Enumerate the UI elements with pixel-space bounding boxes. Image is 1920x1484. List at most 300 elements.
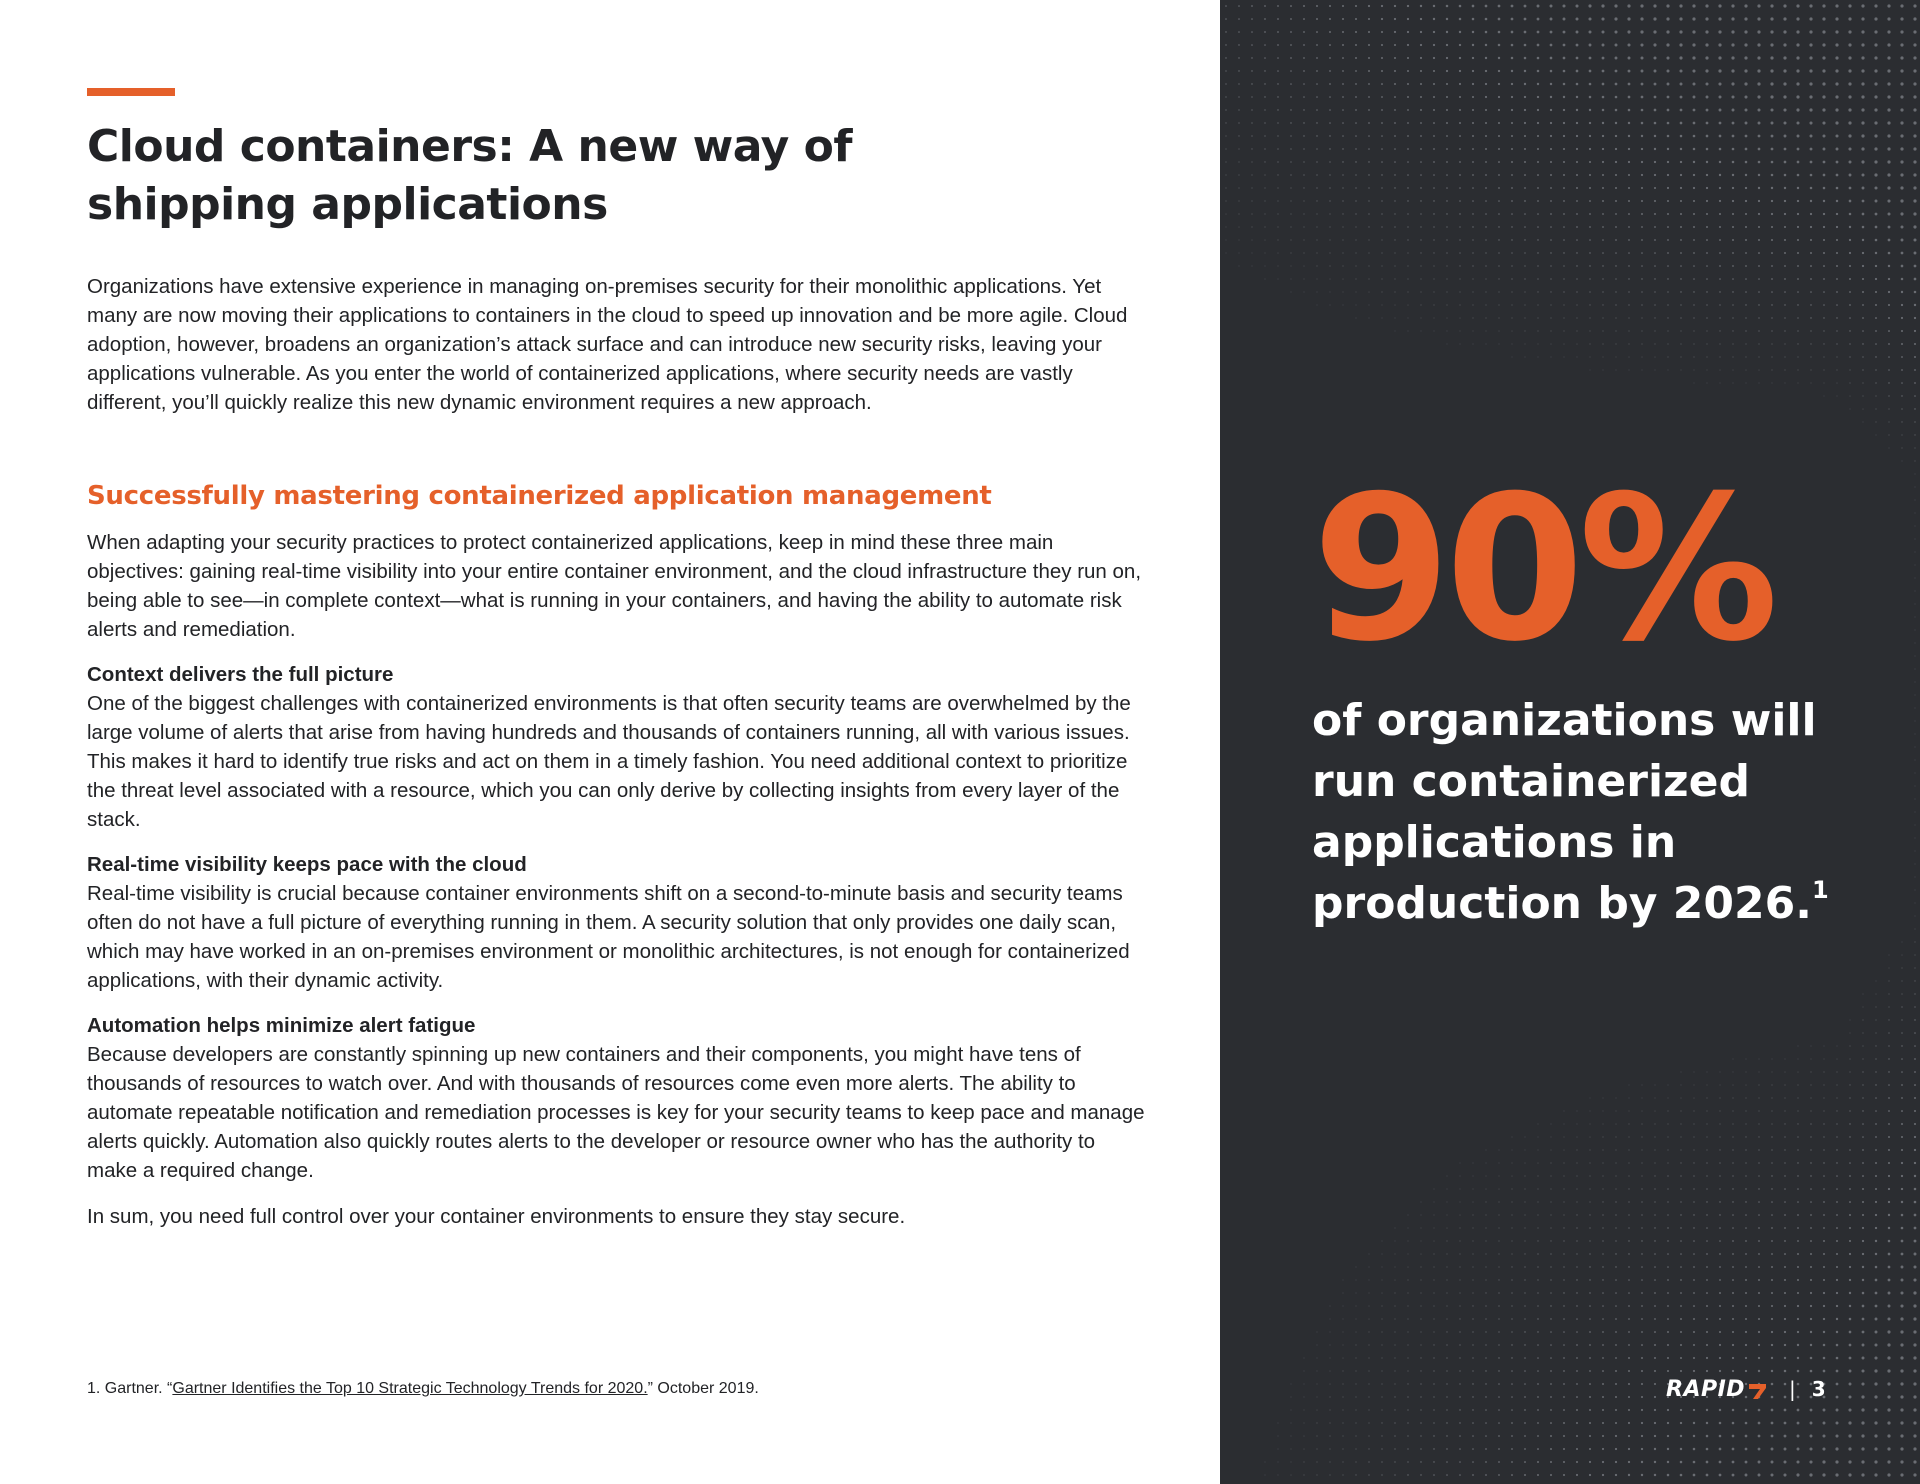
pattern-dot bbox=[1915, 942, 1916, 943]
pattern-dot bbox=[1537, 44, 1540, 47]
pattern-dot bbox=[1472, 1409, 1473, 1410]
pattern-dot bbox=[1771, 1292, 1773, 1294]
pattern-dot bbox=[1265, 1475, 1266, 1476]
pattern-dot bbox=[1875, 1136, 1877, 1138]
pattern-dot bbox=[1355, 31, 1357, 33]
pattern-dot bbox=[1887, 160, 1890, 163]
pattern-dot bbox=[1835, 1447, 1838, 1450]
pattern-dot bbox=[1901, 1188, 1903, 1190]
pattern-dot bbox=[1330, 1306, 1331, 1307]
pattern-dot bbox=[1901, 252, 1904, 255]
pattern-dot bbox=[1862, 1188, 1864, 1190]
pattern-dot bbox=[1887, 17, 1890, 20]
pattern-dot bbox=[1550, 1344, 1552, 1346]
pattern-dot bbox=[1784, 265, 1786, 267]
pattern-dot bbox=[1537, 70, 1540, 73]
pattern-dot bbox=[1264, 44, 1266, 46]
pattern-dot bbox=[1680, 109, 1683, 112]
pattern-dot bbox=[1433, 18, 1435, 20]
pattern-dot bbox=[1511, 57, 1514, 60]
pattern-dot bbox=[1641, 1331, 1643, 1333]
pattern-dot bbox=[1744, 17, 1747, 20]
pattern-dot bbox=[1810, 174, 1813, 177]
pattern-dot bbox=[1316, 109, 1318, 111]
footnote-source-link[interactable]: Gartner Identifies the Top 10 Strategic Technology Trends for 2020. bbox=[172, 1380, 648, 1397]
pattern-dot bbox=[1731, 82, 1734, 85]
pattern-dot bbox=[1848, 1421, 1851, 1424]
pattern-dot bbox=[1628, 1201, 1629, 1202]
pattern-dot bbox=[1745, 317, 1746, 318]
pattern-dot bbox=[1913, 1408, 1916, 1411]
pattern-dot bbox=[1343, 1371, 1344, 1372]
pattern-dot bbox=[1355, 135, 1357, 137]
pattern-dot bbox=[1863, 409, 1864, 410]
pattern-dot bbox=[1784, 1253, 1786, 1255]
pattern-dot bbox=[1641, 1474, 1643, 1476]
pattern-dot bbox=[1836, 1344, 1839, 1347]
pattern-dot bbox=[1783, 95, 1786, 98]
pattern-dot bbox=[1381, 1383, 1382, 1384]
pattern-dot bbox=[1382, 279, 1383, 280]
pattern-dot bbox=[1511, 265, 1512, 266]
pattern-dot bbox=[1745, 239, 1747, 241]
pattern-dot bbox=[1758, 1123, 1759, 1124]
pattern-dot bbox=[1264, 135, 1265, 136]
pattern-dot bbox=[1511, 1383, 1513, 1385]
pattern-dot bbox=[1667, 96, 1670, 99]
pattern-dot bbox=[1876, 1007, 1877, 1008]
pattern-dot bbox=[1680, 1305, 1682, 1307]
pattern-dot bbox=[1718, 30, 1721, 33]
pattern-dot bbox=[1616, 357, 1617, 358]
pattern-dot bbox=[1316, 174, 1317, 175]
pattern-dot bbox=[1849, 304, 1851, 306]
pattern-dot bbox=[1265, 240, 1266, 241]
pattern-dot bbox=[1706, 1175, 1707, 1176]
pattern-dot bbox=[1667, 1422, 1669, 1424]
pattern-dot bbox=[1316, 226, 1317, 227]
pattern-dot bbox=[1811, 1046, 1812, 1047]
pattern-dot bbox=[1524, 1461, 1526, 1463]
pattern-dot bbox=[1822, 1473, 1825, 1476]
pattern-dot bbox=[1394, 57, 1396, 59]
pattern-dot bbox=[1914, 1162, 1916, 1164]
pattern-dot bbox=[1615, 1240, 1616, 1241]
pattern-dot bbox=[1421, 1267, 1422, 1268]
pattern-dot bbox=[1901, 993, 1902, 994]
pattern-dot bbox=[1576, 1305, 1577, 1306]
pattern-dot bbox=[1343, 1436, 1344, 1437]
pattern-dot bbox=[1420, 70, 1422, 72]
pattern-dot bbox=[1836, 1305, 1838, 1307]
pattern-dot bbox=[1849, 291, 1851, 293]
pattern-dot bbox=[1694, 383, 1695, 384]
pattern-dot bbox=[1849, 1292, 1851, 1294]
pattern-dot bbox=[1602, 213, 1604, 215]
pattern-dot bbox=[1460, 1228, 1461, 1229]
pattern-dot bbox=[1486, 1150, 1487, 1151]
pattern-dot bbox=[1498, 96, 1500, 98]
pattern-dot bbox=[1654, 1188, 1655, 1189]
pattern-dot bbox=[1706, 109, 1709, 112]
pattern-dot bbox=[1601, 17, 1604, 20]
pattern-dot bbox=[1473, 1254, 1474, 1255]
pattern-dot bbox=[1887, 1421, 1890, 1424]
pattern-dot bbox=[1317, 1475, 1318, 1476]
pattern-dot bbox=[1576, 1396, 1578, 1398]
pattern-dot bbox=[1745, 252, 1747, 254]
pattern-dot bbox=[1446, 187, 1448, 189]
pattern-dot bbox=[1459, 1383, 1460, 1384]
pattern-dot bbox=[1329, 18, 1331, 20]
pattern-dot bbox=[1654, 1279, 1656, 1281]
pattern-dot bbox=[1784, 317, 1785, 318]
pattern-dot bbox=[1914, 1214, 1917, 1217]
pattern-dot bbox=[1433, 148, 1435, 150]
pattern-dot bbox=[1355, 70, 1357, 72]
pattern-dot bbox=[1576, 1409, 1578, 1411]
pattern-dot bbox=[1407, 1383, 1408, 1384]
pattern-dot bbox=[1900, 173, 1903, 176]
pattern-dot bbox=[1758, 1253, 1760, 1255]
pattern-dot bbox=[1225, 161, 1226, 162]
pattern-dot bbox=[1433, 226, 1434, 227]
pattern-dot bbox=[1719, 1474, 1722, 1477]
pattern-dot bbox=[1238, 70, 1239, 71]
pattern-dot bbox=[1486, 1228, 1487, 1229]
pattern-dot bbox=[1524, 1409, 1526, 1411]
pattern-dot bbox=[1394, 31, 1396, 33]
pattern-dot bbox=[1732, 1305, 1734, 1307]
pattern-dot bbox=[1433, 1370, 1434, 1371]
pattern-dot bbox=[1408, 279, 1409, 280]
pattern-dot bbox=[1693, 1149, 1694, 1150]
pattern-dot bbox=[1602, 239, 1604, 241]
pattern-dot bbox=[1641, 1383, 1643, 1385]
pattern-dot bbox=[1707, 1085, 1708, 1086]
pattern-dot bbox=[1810, 1240, 1812, 1242]
pattern-dot bbox=[1602, 1331, 1604, 1333]
pattern-dot bbox=[1473, 1241, 1474, 1242]
pattern-dot bbox=[1900, 1473, 1903, 1476]
pattern-dot bbox=[1511, 96, 1513, 98]
pattern-dot bbox=[1525, 331, 1526, 332]
pattern-dot bbox=[1628, 213, 1630, 215]
pattern-dot bbox=[1498, 1240, 1499, 1241]
pattern-dot bbox=[1861, 1382, 1864, 1385]
pattern-dot bbox=[1577, 344, 1578, 345]
pattern-dot bbox=[1381, 122, 1383, 124]
pattern-dot bbox=[1265, 214, 1266, 215]
pattern-dot bbox=[1861, 1460, 1864, 1463]
pattern-dot bbox=[1602, 1240, 1603, 1241]
pattern-dot bbox=[1693, 252, 1695, 254]
pattern-dot bbox=[1407, 265, 1408, 266]
pattern-dot bbox=[1849, 265, 1851, 267]
pattern-dot bbox=[1823, 1357, 1826, 1360]
pattern-dot bbox=[1550, 1201, 1551, 1202]
pattern-dot bbox=[1628, 278, 1629, 279]
pattern-dot bbox=[1706, 252, 1708, 254]
pattern-dot bbox=[1459, 226, 1460, 227]
pattern-dot bbox=[1836, 343, 1837, 344]
page-title-line-2: shipping applications bbox=[87, 179, 608, 230]
stat-caption-line-4-text: production by 2026. bbox=[1312, 878, 1812, 929]
pattern-dot bbox=[1680, 239, 1682, 241]
pattern-dot bbox=[1888, 226, 1891, 229]
pattern-dot bbox=[1848, 1434, 1851, 1437]
pattern-dot bbox=[1641, 1292, 1643, 1294]
pattern-dot bbox=[1251, 5, 1253, 7]
pattern-dot bbox=[1589, 1461, 1591, 1463]
pattern-dot bbox=[1888, 304, 1890, 306]
pattern-dot bbox=[1810, 1214, 1812, 1216]
pattern-dot bbox=[1809, 1460, 1812, 1463]
pattern-dot bbox=[1876, 409, 1877, 410]
pattern-dot bbox=[1654, 174, 1656, 176]
pattern-dot bbox=[1900, 1382, 1903, 1385]
pattern-dot bbox=[1784, 174, 1787, 177]
pattern-dot bbox=[1642, 1137, 1643, 1138]
pattern-dot bbox=[1861, 1369, 1864, 1372]
pattern-dot bbox=[1901, 1110, 1903, 1112]
pattern-dot bbox=[1459, 1344, 1460, 1345]
pattern-dot bbox=[1874, 1356, 1877, 1359]
pattern-dot bbox=[1525, 1150, 1526, 1151]
pattern-dot bbox=[1720, 1098, 1721, 1099]
pattern-dot bbox=[1797, 1253, 1799, 1255]
pattern-dot bbox=[1589, 226, 1591, 228]
pattern-dot bbox=[1641, 1188, 1642, 1189]
pattern-dot bbox=[1733, 1098, 1734, 1099]
pattern-dot bbox=[1798, 1085, 1799, 1086]
pattern-dot bbox=[1862, 382, 1863, 383]
pattern-dot bbox=[1356, 266, 1357, 267]
pattern-dot bbox=[1836, 265, 1838, 267]
pattern-dot bbox=[1784, 291, 1786, 293]
pattern-dot bbox=[1693, 122, 1696, 125]
pattern-dot bbox=[1602, 200, 1604, 202]
pattern-dot bbox=[1772, 1098, 1773, 1099]
pattern-dot bbox=[1486, 331, 1487, 332]
pattern-dot bbox=[1473, 1215, 1474, 1216]
pattern-dot bbox=[1666, 56, 1669, 59]
pattern-dot bbox=[1706, 1435, 1709, 1438]
pattern-dot bbox=[1823, 356, 1824, 357]
pattern-dot bbox=[1511, 122, 1513, 124]
pattern-dot bbox=[1355, 1422, 1356, 1423]
pattern-dot bbox=[1915, 877, 1916, 878]
pattern-dot bbox=[1915, 526, 1916, 527]
pattern-dot bbox=[1537, 213, 1539, 215]
pattern-dot bbox=[1602, 1292, 1604, 1294]
pattern-dot bbox=[1433, 1331, 1434, 1332]
pattern-dot bbox=[1680, 1409, 1682, 1411]
pattern-dot bbox=[1524, 1266, 1525, 1267]
pattern-dot bbox=[1915, 695, 1916, 696]
pattern-dot bbox=[1823, 304, 1825, 306]
pattern-dot bbox=[1628, 1435, 1630, 1437]
pattern-dot bbox=[1330, 279, 1331, 280]
pattern-dot bbox=[1693, 96, 1696, 99]
pattern-dot bbox=[1771, 252, 1773, 254]
pattern-dot bbox=[1538, 1150, 1539, 1151]
pattern-dot bbox=[1265, 227, 1266, 228]
pattern-dot bbox=[1913, 17, 1916, 20]
pattern-dot bbox=[1225, 18, 1227, 20]
pattern-dot bbox=[1758, 1409, 1761, 1412]
pattern-dot bbox=[1810, 1357, 1813, 1360]
pattern-dot bbox=[1783, 69, 1786, 72]
pattern-dot bbox=[1369, 318, 1370, 319]
pattern-dot bbox=[1342, 18, 1344, 20]
pattern-dot bbox=[1524, 1344, 1525, 1345]
pattern-dot bbox=[1758, 1266, 1760, 1268]
pattern-dot bbox=[1329, 213, 1330, 214]
pattern-dot bbox=[1693, 1214, 1694, 1215]
pattern-dot bbox=[1874, 1460, 1877, 1463]
pattern-dot bbox=[1511, 1344, 1512, 1345]
pattern-dot bbox=[1784, 1357, 1786, 1359]
pattern-dot bbox=[1615, 148, 1617, 150]
pattern-dot bbox=[1472, 1396, 1473, 1397]
pattern-dot bbox=[1368, 44, 1370, 46]
pattern-dot bbox=[1433, 1448, 1434, 1449]
pattern-dot bbox=[1589, 1344, 1591, 1346]
pattern-dot bbox=[1459, 109, 1461, 111]
pattern-dot bbox=[1589, 1396, 1591, 1398]
pattern-dot bbox=[1628, 1396, 1630, 1398]
pattern-dot bbox=[1667, 1370, 1669, 1372]
pattern-dot bbox=[1291, 1384, 1292, 1385]
pattern-dot bbox=[1511, 278, 1512, 279]
stat-footnote-marker: 1 bbox=[1811, 876, 1829, 904]
pattern-dot bbox=[1563, 1279, 1564, 1280]
pattern-dot bbox=[1473, 331, 1474, 332]
pattern-dot bbox=[1732, 1162, 1733, 1163]
pattern-dot bbox=[1732, 122, 1735, 125]
pattern-dot bbox=[1901, 1058, 1903, 1060]
pattern-dot bbox=[1667, 1305, 1669, 1307]
pattern-dot bbox=[1901, 1266, 1904, 1269]
pattern-dot bbox=[1537, 304, 1538, 305]
pattern-dot bbox=[1408, 1293, 1409, 1294]
pattern-dot bbox=[1706, 330, 1707, 331]
pattern-dot bbox=[1291, 292, 1292, 293]
pattern-dot bbox=[1823, 1344, 1826, 1347]
pattern-dot bbox=[1888, 343, 1890, 345]
pattern-dot bbox=[1875, 1201, 1877, 1203]
pattern-dot bbox=[1706, 291, 1707, 292]
pattern-dot bbox=[1395, 1293, 1396, 1294]
pattern-dot bbox=[1823, 1292, 1825, 1294]
pattern-dot bbox=[1875, 382, 1876, 383]
pattern-dot bbox=[1667, 161, 1669, 163]
pattern-dot bbox=[1420, 1318, 1421, 1319]
pattern-dot bbox=[1602, 1227, 1603, 1228]
pattern-dot bbox=[1757, 17, 1760, 20]
pattern-dot bbox=[1888, 1136, 1890, 1138]
pattern-dot bbox=[1602, 1188, 1603, 1189]
pattern-dot bbox=[1680, 1162, 1681, 1163]
pattern-dot bbox=[1640, 17, 1643, 20]
pattern-dot bbox=[1537, 18, 1540, 21]
pattern-dot bbox=[1745, 1253, 1747, 1255]
pattern-dot bbox=[1719, 1370, 1721, 1372]
rapid7-logo bbox=[1666, 1377, 1767, 1402]
pattern-dot bbox=[1615, 109, 1618, 112]
pattern-dot bbox=[1668, 370, 1669, 371]
pattern-dot bbox=[1810, 1097, 1811, 1098]
pattern-dot bbox=[1277, 161, 1278, 162]
pattern-dot bbox=[1446, 135, 1448, 137]
pattern-dot bbox=[1459, 44, 1461, 46]
pattern-dot bbox=[1887, 1330, 1890, 1333]
pattern-dot bbox=[1811, 383, 1812, 384]
pattern-dot bbox=[1330, 1423, 1331, 1424]
pattern-dot bbox=[1407, 1331, 1408, 1332]
pattern-dot bbox=[1603, 1163, 1604, 1164]
pattern-dot bbox=[1836, 1292, 1838, 1294]
pattern-dot bbox=[1654, 187, 1656, 189]
pattern-dot bbox=[1615, 1227, 1616, 1228]
pattern-dot bbox=[1744, 69, 1747, 72]
pattern-dot bbox=[1486, 1215, 1487, 1216]
pattern-dot bbox=[1420, 1448, 1421, 1449]
pattern-dot bbox=[1875, 1045, 1876, 1046]
pattern-dot bbox=[1680, 1227, 1681, 1228]
pattern-dot bbox=[1863, 1033, 1864, 1034]
pattern-dot bbox=[1446, 109, 1448, 111]
pattern-dot bbox=[1874, 1447, 1877, 1450]
pattern-dot bbox=[1848, 1460, 1851, 1463]
pattern-dot bbox=[1758, 265, 1760, 267]
pattern-dot bbox=[1303, 200, 1304, 201]
title-accent-bar bbox=[87, 88, 175, 96]
pattern-dot bbox=[1356, 1293, 1357, 1294]
pattern-dot bbox=[1719, 1214, 1720, 1215]
pattern-dot bbox=[1459, 200, 1461, 202]
pattern-dot bbox=[1563, 1448, 1565, 1450]
pattern-dot bbox=[1511, 1318, 1512, 1319]
pattern-dot bbox=[1355, 213, 1356, 214]
pattern-dot bbox=[1810, 1188, 1812, 1190]
pattern-dot bbox=[1601, 4, 1604, 7]
pattern-dot bbox=[1745, 330, 1746, 331]
pattern-dot bbox=[1238, 161, 1239, 162]
pattern-dot bbox=[1719, 317, 1720, 318]
pattern-dot bbox=[1758, 1331, 1760, 1333]
pattern-dot bbox=[1641, 96, 1644, 99]
pattern-dot bbox=[1641, 148, 1643, 150]
pattern-dot bbox=[1797, 148, 1800, 151]
pattern-dot bbox=[1784, 1123, 1785, 1124]
pattern-dot bbox=[1836, 213, 1838, 215]
pattern-dot bbox=[1849, 1331, 1852, 1334]
pattern-dot bbox=[1888, 1201, 1890, 1203]
pattern-dot bbox=[1317, 1345, 1318, 1346]
pattern-dot bbox=[1914, 369, 1916, 371]
pattern-dot bbox=[1874, 1408, 1877, 1411]
pattern-dot bbox=[1459, 1305, 1460, 1306]
pattern-dot bbox=[1330, 305, 1331, 306]
pattern-dot bbox=[1485, 122, 1487, 124]
pattern-dot bbox=[1485, 278, 1486, 279]
pattern-dot bbox=[1667, 1227, 1668, 1228]
pattern-dot bbox=[1394, 161, 1396, 163]
pattern-dot bbox=[1901, 1253, 1904, 1256]
pattern-dot bbox=[1602, 1318, 1604, 1320]
